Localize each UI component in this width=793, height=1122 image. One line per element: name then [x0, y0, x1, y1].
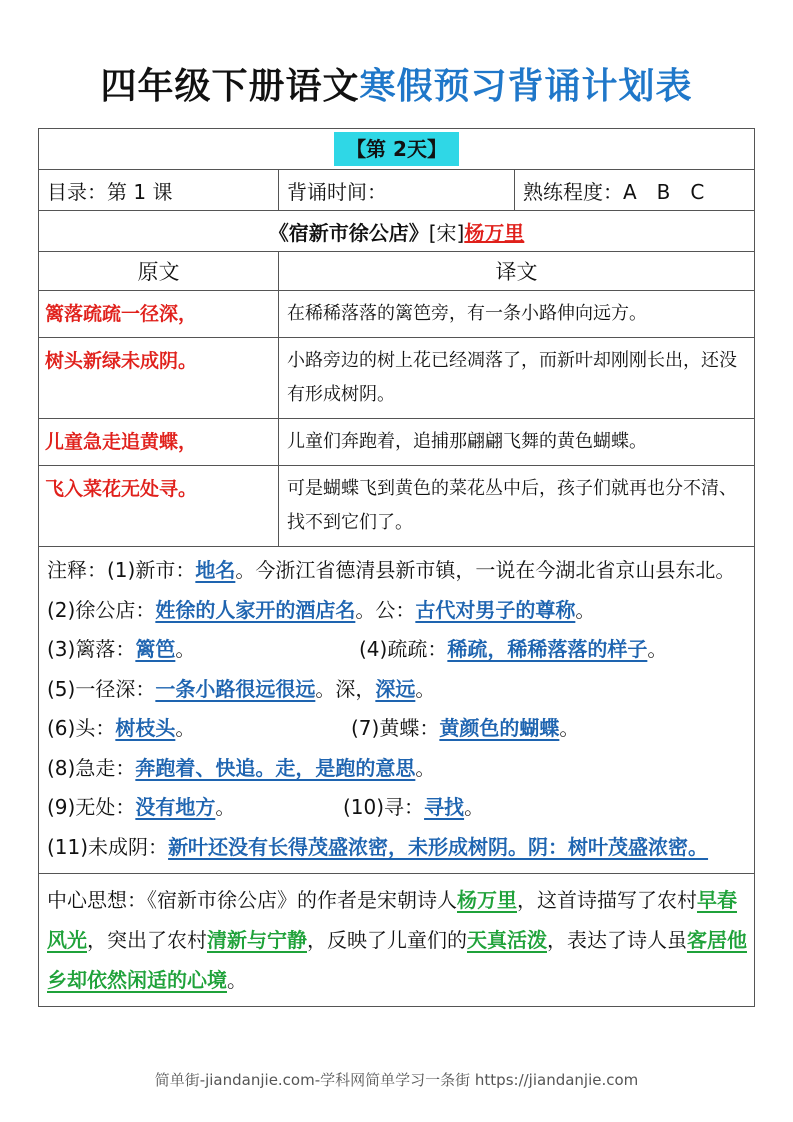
translation-line: 儿童们奔跑着，追捕那翩翩飞舞的黄色蝴蝶。 — [279, 419, 755, 466]
summary-text: ，表达了诗人虽 — [547, 928, 687, 952]
note-text: 。公： — [355, 597, 416, 622]
summary-keyword: 清新与宁静 — [207, 928, 307, 952]
note-text: 。深， — [315, 676, 376, 701]
note-label: (5)一径深： — [47, 676, 156, 701]
summary-text: ，反映了儿童们的 — [307, 928, 467, 952]
note-label: (2)徐公店： — [47, 597, 156, 622]
note-term: 深远 — [375, 676, 416, 701]
note-text: 。 — [175, 716, 196, 740]
note-label: (7)黄蝶： — [351, 716, 440, 740]
original-header: 原文 — [39, 252, 279, 291]
note-label: 注释：(1)新市： — [47, 558, 196, 582]
note-text: 。 — [415, 676, 436, 701]
note-term: 稀疏，稀稀落落的样子 — [447, 637, 648, 661]
note-term: 地名 — [195, 558, 236, 582]
note-text: 。 — [559, 716, 580, 740]
day-row — [39, 129, 755, 170]
note-label: (4)疏疏： — [359, 637, 448, 661]
catalog-cell: 目录：第 1 课 — [39, 170, 279, 211]
note-label: (8)急走： — [47, 755, 136, 780]
note-term: 奔跑着、快追。走，是跑的意思 — [135, 755, 416, 780]
title-part2: 寒假预习背诵计划表 — [359, 66, 693, 107]
note-term: 新叶还没有长得茂盛浓密，未形成树阴。阴：树叶茂盛浓密。 — [168, 834, 709, 859]
translation-header: 译文 — [279, 252, 755, 291]
note-label: (10)寻： — [343, 795, 425, 819]
note-text: 。 — [575, 597, 596, 622]
note-term: 篱笆 — [135, 637, 176, 661]
note-term: 古代对男子的尊称 — [415, 597, 576, 622]
footer-text: 简单街-jiandanjie.com-学科网简单学习一条街 https://jiandanjie.com — [154, 1071, 639, 1089]
note-term: 一条小路很远很远 — [155, 676, 316, 701]
summary-keyword: 客居他乡却依然闲适的心境 — [47, 928, 747, 992]
page-title — [0, 62, 793, 112]
summary-text: 。 — [227, 968, 247, 992]
poem-title: 《宿新市徐公店》 — [268, 220, 429, 245]
poem-author: 杨万里 — [464, 220, 525, 245]
notes-section — [39, 547, 755, 874]
note-text: 。 — [175, 637, 196, 661]
proficiency-cell: 熟练程度：A B C — [515, 170, 755, 211]
summary-text: ，突出了农村 — [87, 928, 207, 952]
translation-line: 可是蝴蝶飞到黄色的菜花丛中后，孩子们就再也分不清、找不到它们了。 — [279, 466, 755, 547]
note-3-4 — [47, 630, 748, 670]
translation-line: 在稀稀落落的篱笆旁，有一条小路伸向远方。 — [279, 291, 755, 338]
note-term: 黄颜色的蝴蝶 — [439, 716, 560, 740]
day-badge: 【第 2天】 — [334, 132, 459, 166]
original-line: 飞入菜花无处寻。 — [39, 466, 279, 547]
note-text: 。 — [464, 795, 485, 819]
poem-dynasty: [宋] — [428, 220, 465, 245]
note-8 — [47, 749, 748, 789]
summary-keyword: 杨万里 — [457, 888, 517, 912]
note-label: (6)头： — [47, 716, 116, 740]
summary-section — [39, 874, 755, 1007]
summary-text: ，这首诗描写了农村 — [517, 888, 697, 912]
note-term: 寻找 — [424, 795, 465, 819]
original-line: 篱落疏疏一径深， — [39, 291, 279, 338]
note-1 — [47, 551, 748, 591]
summary-keyword: 早春风光 — [47, 888, 737, 952]
note-term: 没有地方 — [135, 795, 216, 819]
note-text: 。今浙江省德清县新市镇，一说在今湖北省京山县东北。 — [235, 558, 736, 582]
summary-keyword: 天真活泼 — [467, 928, 547, 952]
note-label: (11)未成阴： — [47, 834, 169, 859]
original-line: 树头新绿未成阴。 — [39, 338, 279, 419]
note-term: 树枝头 — [115, 716, 176, 740]
translation-line: 小路旁边的树上花已经凋落了，而新叶却刚刚长出，还没有形成树阴。 — [279, 338, 755, 419]
note-text: 。 — [415, 755, 436, 780]
note-2 — [47, 591, 748, 631]
note-9-10 — [47, 788, 748, 828]
summary-text: 中心思想：《宿新市徐公店》的作者是宋朝诗人 — [47, 888, 457, 912]
note-text: 。 — [647, 637, 668, 661]
note-label: (3)篱落： — [47, 637, 136, 661]
note-6-7 — [47, 709, 748, 749]
poem-title-row — [39, 211, 755, 252]
note-text: 。 — [215, 795, 236, 819]
note-11 — [47, 828, 748, 868]
note-term: 姓徐的人家开的酒店名 — [155, 597, 356, 622]
note-label: (9)无处： — [47, 795, 136, 819]
title-part1: 四年级下册语文 — [100, 66, 360, 107]
original-line: 儿童急走追黄蝶， — [39, 419, 279, 466]
recite-time-cell: 背诵时间： — [279, 170, 515, 211]
plan-table — [38, 128, 755, 1007]
note-5 — [47, 670, 748, 710]
